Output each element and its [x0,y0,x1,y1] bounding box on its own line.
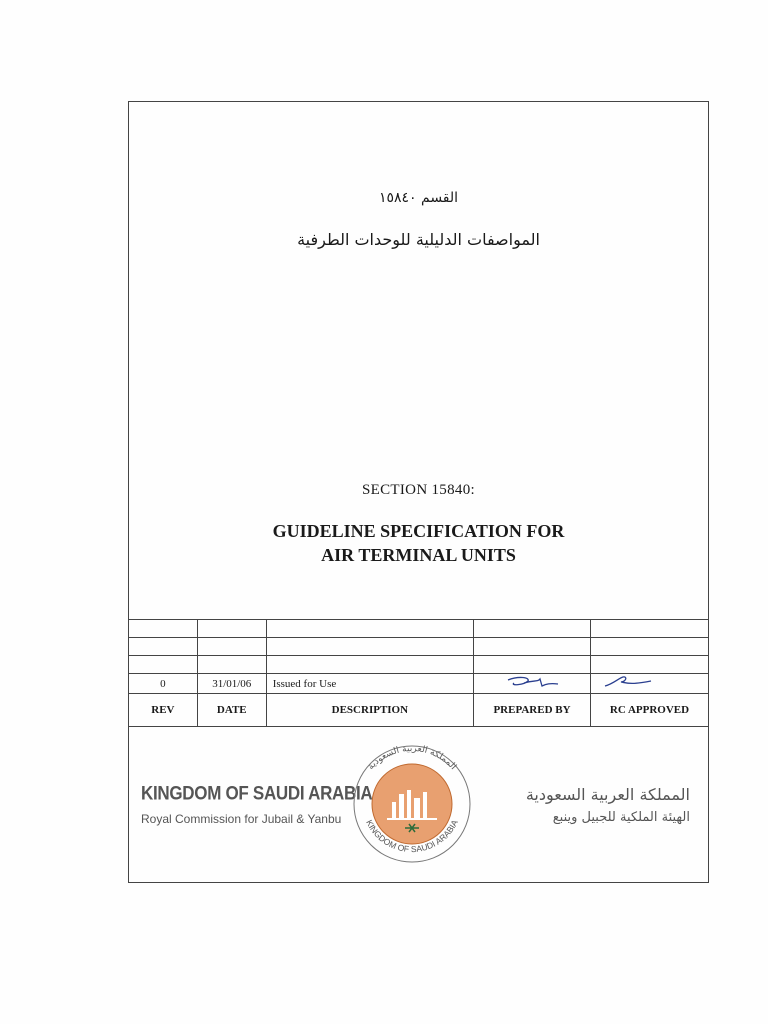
commission-name-ar: الهيئة الملكية للجبيل وينبع [552,810,690,825]
revision-table [128,619,709,727]
header-rc-approved: RC APPROVED [591,694,709,727]
footer-arabic [526,785,690,825]
signature-icon [480,674,580,690]
table-row [129,638,709,656]
arabic-title: المواصفات الدليلية للوحدات الطرفية [297,230,540,249]
arabic-section-number: القسم ١٥٨٤٠ [378,190,459,206]
seal-top-text: المملكة العربية السعودية [366,743,458,772]
table-header-row [129,694,709,727]
table-row [129,656,709,674]
kingdom-name-en: KINGDOM OF SAUDI ARABIA [141,782,373,804]
title-line-1: GUIDELINE SPECIFICATION FOR [272,521,565,541]
description-cell: Issued for Use [266,674,473,694]
document-title [129,519,708,567]
title-line-2: AIR TERMINAL UNITS [321,545,516,565]
rc-approved-signature [591,674,709,694]
rev-cell: 0 [129,674,198,694]
table-row [129,674,709,694]
royal-commission-seal-icon [337,742,487,866]
table-row [129,620,709,638]
commission-name-en: Royal Commission for Jubail & Yanbu [141,812,342,826]
header-description: DESCRIPTION [266,694,473,727]
header-rev: REV [129,694,198,727]
prepared-by-signature [474,674,591,694]
header-date: DATE [197,694,266,727]
date-cell: 31/01/06 [197,674,266,694]
kingdom-name-ar: المملكة العربية السعودية [525,785,690,804]
signature-icon [597,674,697,690]
section-number: SECTION 15840: [362,482,475,498]
seal-bottom-text: KINGDOM OF SAUDI ARABIA [364,818,460,855]
cover-frame [128,101,709,883]
header-prepared-by: PREPARED BY [474,694,591,727]
